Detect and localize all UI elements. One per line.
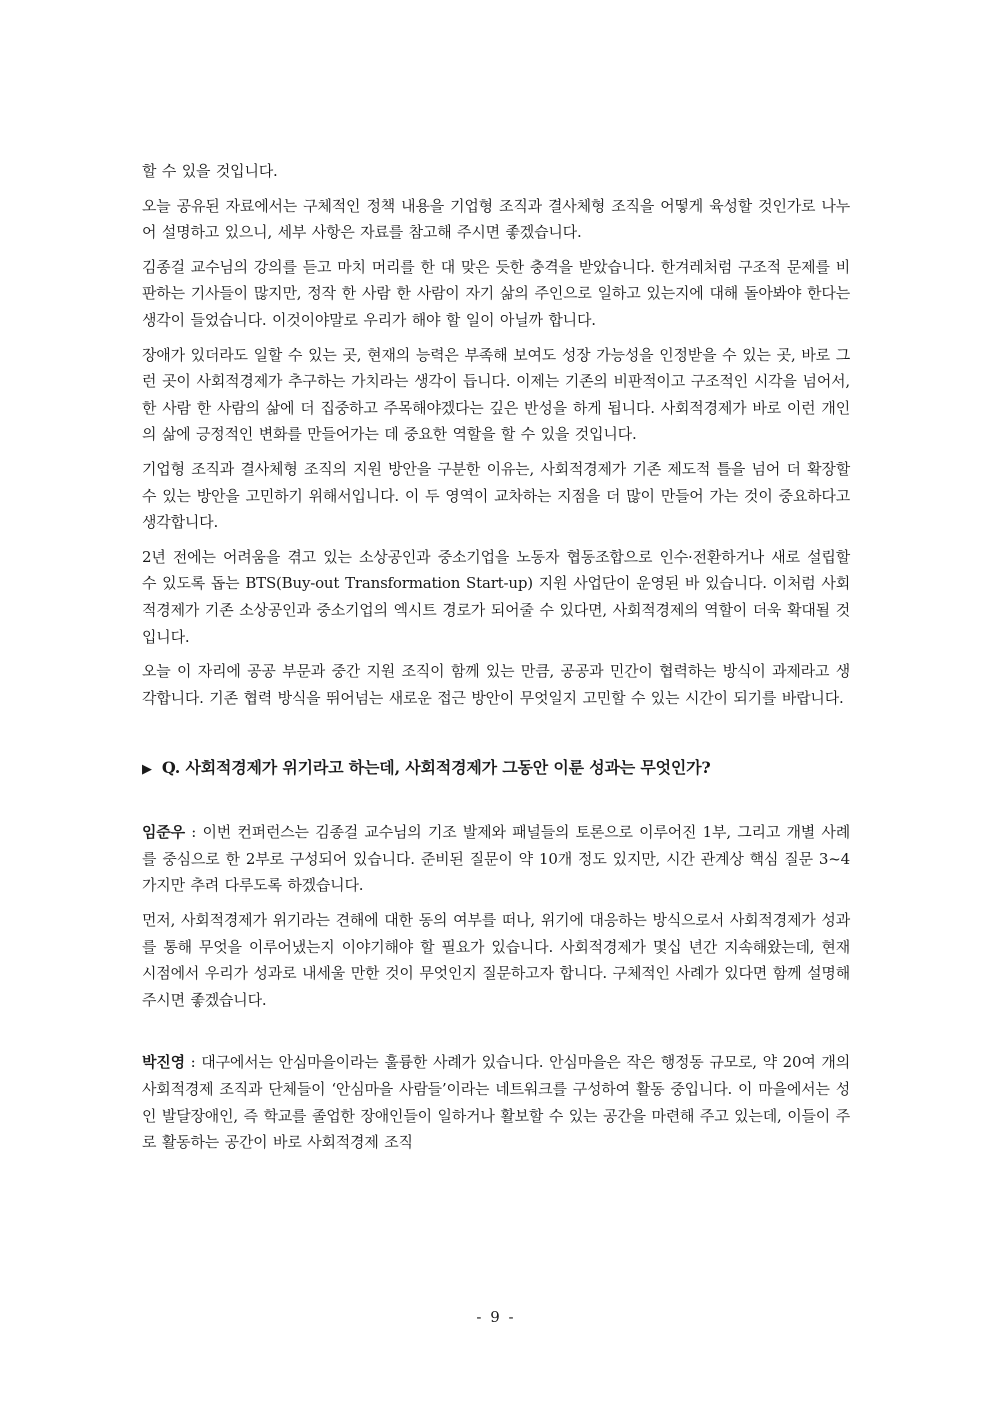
speaker-name: 임준우 [142,823,185,842]
speaker-separator: : [184,1053,202,1072]
speaker-paragraph [142,1049,850,1155]
page-number: - 9 - [476,1308,516,1326]
paragraph: 오늘 이 자리에 공공 부문과 중간 지원 조직이 함께 있는 만큼, 공공과 민간이 협력하는 방식이 과제라고 생각합니다. 기존 협력 방식을 뛰어넘는 새로운 접근 방안이 무엇일지 고민할 수 있는 시간이 되기를 바랍니다. [142,662,850,707]
paragraph: 장애가 있더라도 일할 수 있는 곳, 현재의 능력은 부족해 보여도 성장 가능성을 인정받을 수 있는 곳, 바로 그런 곳이 사회적경제가 추구하는 가치라는 생각이 듭니다. 이제는 기존의 비판적이고 구조적인 시각을 넘어서, 한 사람 한 사람의 삶에 더 집중하고 주목해야겠다는 깊은 반성을 하게 됩니다. 사회적경제가 바로 이런 개인의 삶에 긍정적인 변화를 만들어가는 데 중요한 역할을 할 수 있을 것입니다. [142,345,850,444]
paragraph: 할 수 있을 것입니다. [142,162,278,180]
paragraph: 오늘 공유된 자료에서는 구체적인 정책 내용을 기업형 조직과 결사체형 조직을 어떻게 육성할 것인가로 나누어 설명하고 있으니, 세부 사항은 자료를 참고해 주시면 좋겠습니다. [142,196,850,242]
paragraph: 먼저, 사회적경제가 위기라는 견해에 대한 동의 여부를 떠나, 위기에 대응하는 방식으로서 사회적경제가 성과를 통해 무엇을 이루어냈는지 이야기해야 할 필요가 있습니다. 사회적경제가 몇십 년간 지속해왔는데, 현재 시점에서 우리가 성과로 내세울 만한 것이 무엇인지 질문하고자 합니다. 구체적인 사례가 있다면 함께 설명해 주시면 좋겠습니다. [142,911,850,1009]
speaker-text: 이번 컨퍼런스는 김종걸 교수님의 기조 발제와 패널들의 토론으로 이루어진 1부, 그리고 개별 사례를 중심으로 한 2부로 구성되어 있습니다. 준비된 질문이 약 10개 정도 있지만, 시간 관계상 핵심 질문 3~4가지만 추려 다루도록 하겠습니다. [142,823,850,895]
document-body [142,158,850,1156]
paragraph: 2년 전에는 어려움을 겪고 있는 소상공인과 중소기업을 노동자 협동조합으로 인수·전환하거나 새로 설립할 수 있도록 돕는 BTS(Buy-out Transformation Start-up) 지원 사업단이 운영된 바 있습니다. 이처럼 사회적경제가 기존 소상공인과 중소기업의 엑시트 경로가 되어줄 수 있다면, 사회적경제의 역할이 더욱 확대될 것입니다. [142,547,850,646]
question-heading [142,755,850,783]
paragraph: 기업형 조직과 결사체형 조직의 지원 방안을 구분한 이유는, 사회적경제가 기존 제도적 틀을 넘어 더 확장할 수 있는 방안을 고민하기 위해서입니다. 이 두 영역이 교차하는 지점을 더 많이 만들어 가는 것이 중요하다고 생각합니다. [142,459,850,532]
question-text: Q. 사회적경제가 위기라고 하는데, 사회적경제가 그동안 이룬 성과는 무엇인가? [161,758,711,778]
paragraph: 김종걸 교수님의 강의를 듣고 마치 머리를 한 대 맞은 듯한 충격을 받았습니다. 한겨레처럼 구조적 문제를 비판하는 기사들이 많지만, 정작 한 사람 한 사람이 자기 삶의 주인으로 일하고 있는지에 대해 돌아봐야 한다는 생각이 들었습니다. 이것이야말로 우리가 해야 할 일이 아닐까 합니다. [142,257,850,329]
speaker-paragraph [142,819,850,899]
speaker-name: 박진영 [142,1053,185,1072]
speaker-separator: : [184,823,203,842]
triangle-marker-icon: ▶ [142,762,152,778]
speaker-text: 대구에서는 안심마을이라는 훌륭한 사례가 있습니다. 안심마을은 작은 행정동 규모로, 약 20여 개의 사회적경제 조직과 단체들이 ‘안심마을 사람들’이라는 네트워크를 구성하여 활동 중입니다. 이 마을에서는 성인 발달장애인, 즉 학교를 졸업한 장애인들이 일하거나 활보할 수 있는 공간을 마련해 주고 있는데, 이들이 주로 활동하는 공간이 바로 사회적경제 조직 [142,1053,850,1152]
